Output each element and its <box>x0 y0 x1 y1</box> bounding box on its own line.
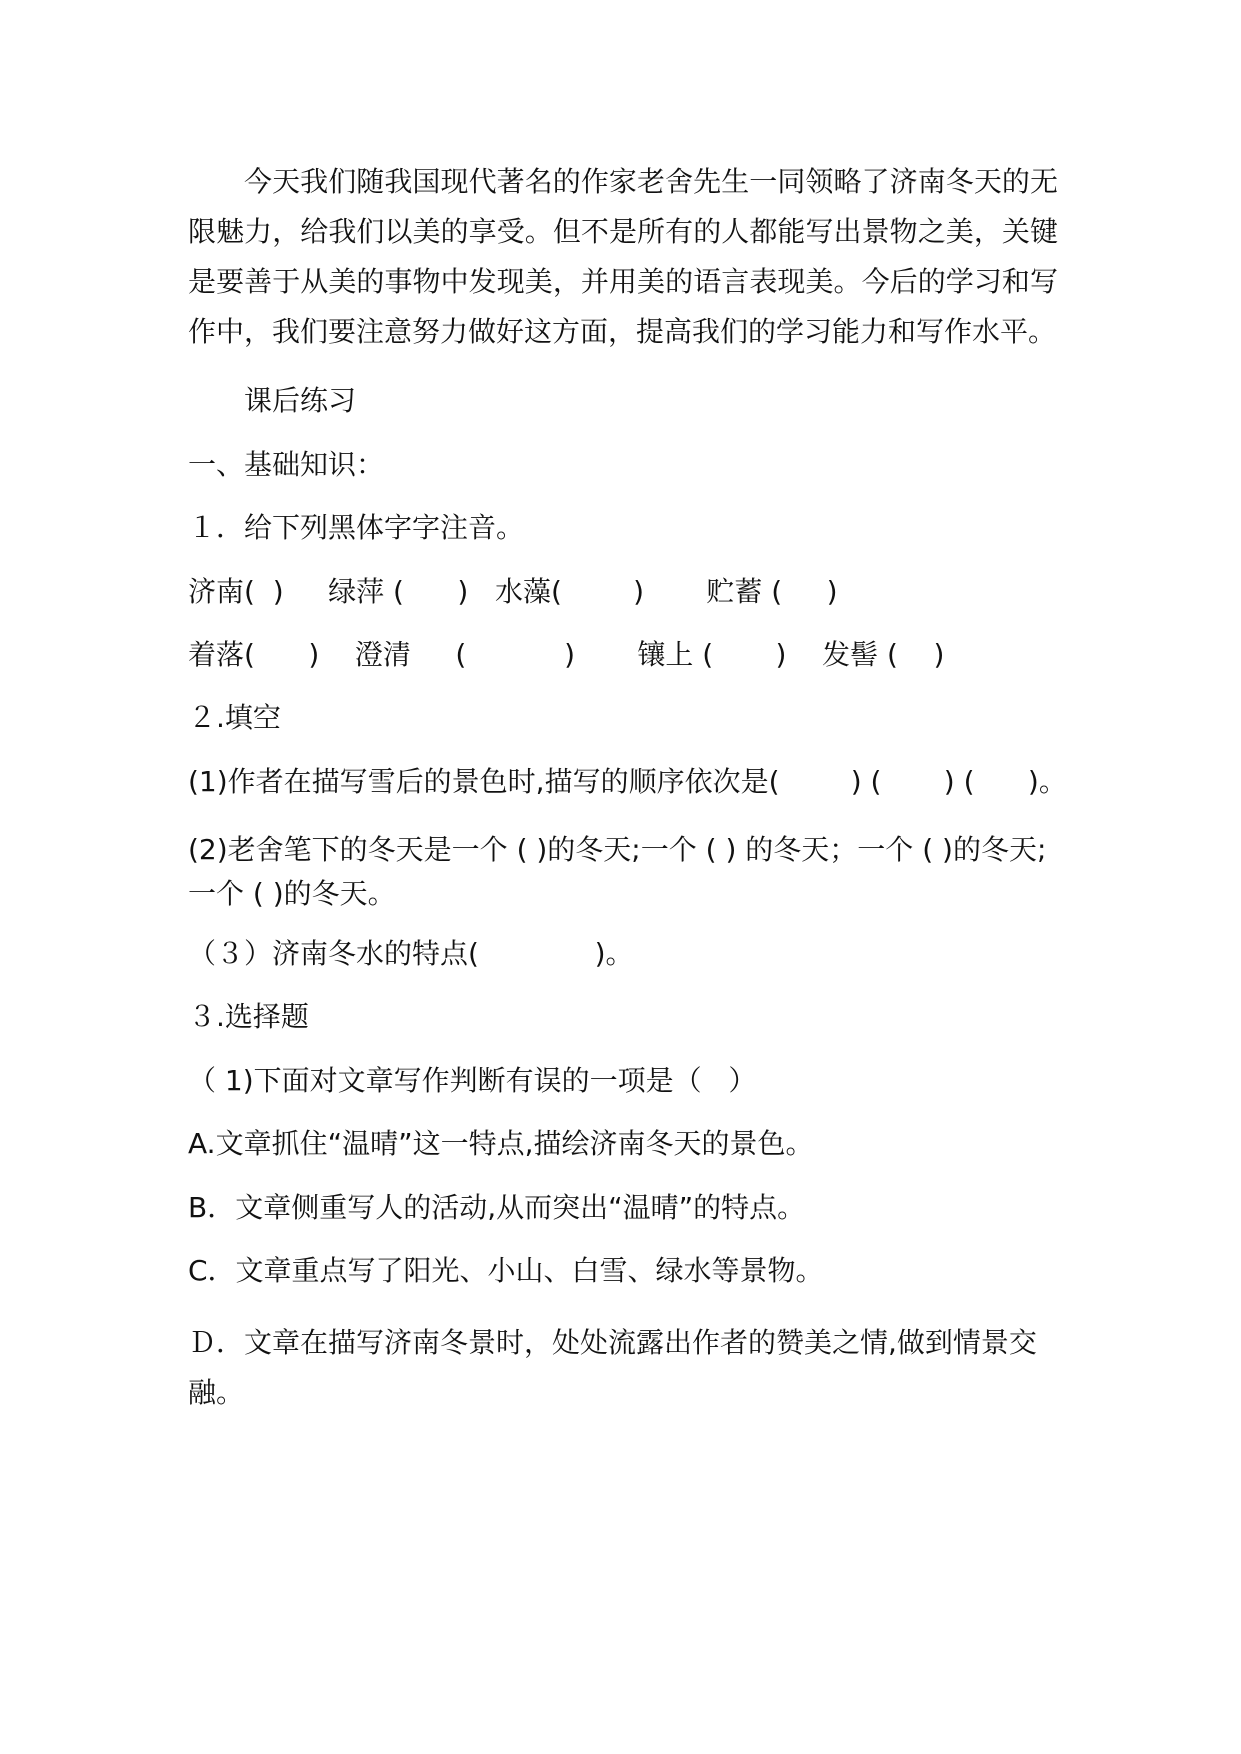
option-d: Ｄ．文章在描写济南冬景时，处处流露出作者的赞美之情,做到情景交融。 <box>188 1326 1037 1409</box>
option-c: C．文章重点写了阳光、小山、白雪、绿水等景物。 <box>188 1254 824 1287</box>
question-1-title: １．给下列黑体字字注音。 <box>188 511 525 544</box>
choice-question: （ 1)下面对文章写作判断有误的一项是（ ） <box>188 1064 757 1097</box>
question-2-title: ２.填空 <box>188 701 281 734</box>
section-basic-knowledge: 一、基础知识： <box>188 448 385 481</box>
question-3-title: ３.选择题 <box>188 1000 309 1033</box>
pinyin-row-1: 济南( ) 绿萍 ( ) 水藻( ) 贮蓄 ( ) <box>188 575 838 608</box>
option-a: A.文章抓住“温晴”这一特点,描绘济南冬天的景色。 <box>188 1127 814 1160</box>
pinyin-row-2: 着落( ) 澄清 ( ) 镶上 ( ) 发髻 ( ) <box>188 638 945 671</box>
fill-item-3: （３）济南冬水的特点( )。 <box>188 937 634 970</box>
fill-item-1: (1)作者在描写雪后的景色时,描写的顺序依次是( ) ( ) ( )。 <box>188 765 1067 798</box>
exercise-heading: 课后练习 <box>244 384 357 417</box>
fill-item-2: (2)老舍笔下的冬天是一个 ( )的冬天;一个 ( ) 的冬天；一个 ( )的冬天;一个 ( )的冬天。 <box>188 833 1047 910</box>
option-b: B．文章侧重写人的活动,从而突出“温晴”的特点。 <box>188 1191 806 1224</box>
intro-paragraph: 今天我们随我国现代著名的作家老舍先生一同领略了济南冬天的无限魅力，给我们以美的享受。但不是所有的人都能写出景物之美，关键是要善于从美的事物中发现美，并用美的语言表现美。今后的学习和写作中，我们要注意努力做好这方面，提高我们的学习能力和写作水平。 <box>188 165 1058 348</box>
